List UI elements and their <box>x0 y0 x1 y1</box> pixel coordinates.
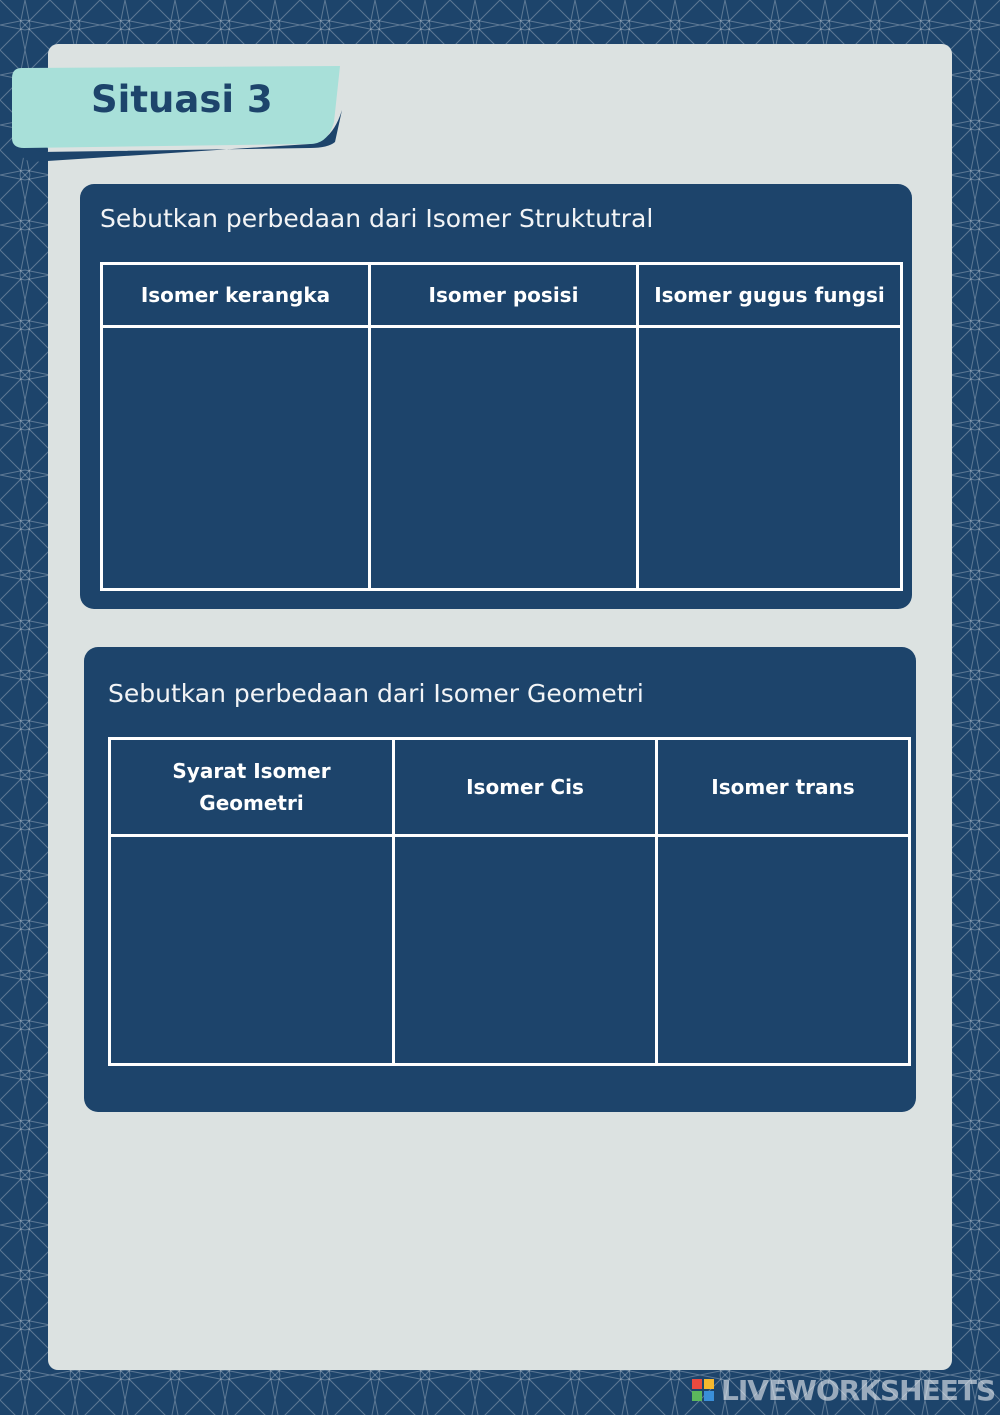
answer-cell-isomer-cis[interactable] <box>394 836 657 1065</box>
column-header-isomer-trans: Isomer trans <box>657 739 910 836</box>
answer-cell-isomer-posisi[interactable] <box>370 327 638 590</box>
structural-isomer-prompt: Sebutkan perbedaan dari Isomer Struktutral <box>100 204 654 233</box>
geometric-isomer-panel <box>84 647 916 1112</box>
title-banner <box>10 62 345 164</box>
column-header-isomer-posisi: Isomer posisi <box>370 264 638 327</box>
column-header-isomer-kerangka: Isomer kerangka <box>102 264 370 327</box>
column-header-isomer-gugus-fungsi: Isomer gugus fungsi <box>638 264 902 327</box>
watermark-text: LIVEWORKSHEETS <box>721 1374 996 1407</box>
geometric-isomer-prompt: Sebutkan perbedaan dari Isomer Geometri <box>108 679 644 708</box>
answer-cell-syarat-isomer-geometri[interactable] <box>110 836 394 1065</box>
table-answer-row <box>110 836 910 1065</box>
column-header-syarat-isomer-geometri: Syarat Isomer Geometri <box>110 739 394 836</box>
liveworksheets-logo-icon <box>691 1378 719 1402</box>
geometric-isomer-table <box>108 737 911 1066</box>
answer-cell-isomer-gugus-fungsi[interactable] <box>638 327 902 590</box>
column-header-isomer-cis: Isomer Cis <box>394 739 657 836</box>
table-header-row <box>102 264 902 327</box>
banner-title: Situasi 3 <box>91 78 273 121</box>
answer-cell-isomer-trans[interactable] <box>657 836 910 1065</box>
structural-isomer-table <box>100 262 903 591</box>
answer-cell-isomer-kerangka[interactable] <box>102 327 370 590</box>
table-header-row <box>110 739 910 836</box>
structural-isomer-panel <box>80 184 912 609</box>
table-answer-row <box>102 327 902 590</box>
